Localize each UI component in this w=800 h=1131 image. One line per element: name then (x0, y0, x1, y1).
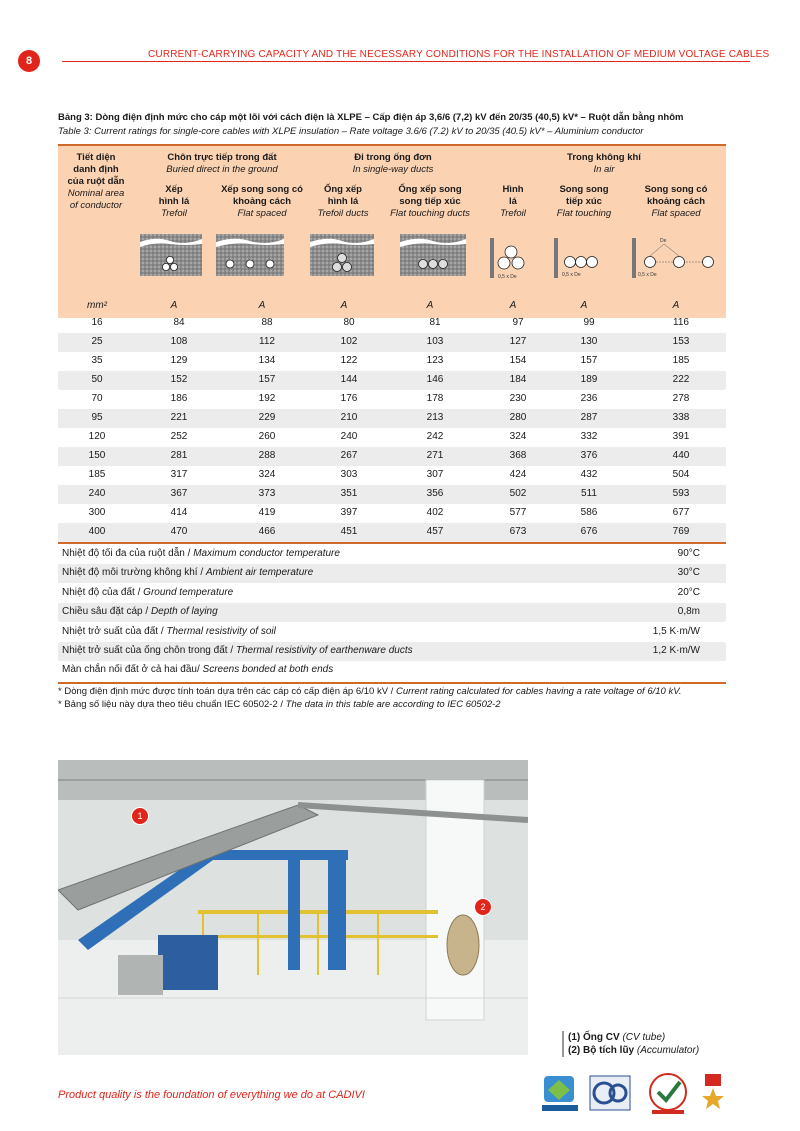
cell-current-rating: 112 (259, 336, 275, 347)
cell-current-rating: 367 (170, 488, 188, 499)
cell-current-rating: 402 (426, 507, 444, 518)
cell-current-rating: 130 (580, 336, 598, 347)
group-header-ducts: Đi trong ống đơn In single-way ducts (352, 152, 434, 175)
condition-row (58, 564, 726, 583)
col-header-air-trefoil: Hình lá Trefoil (500, 184, 526, 219)
cell-current-rating: 457 (426, 526, 444, 537)
table-row (58, 333, 726, 352)
cell-current-rating: 288 (258, 450, 276, 461)
cell-current-rating: 189 (580, 374, 598, 385)
cell-current-rating: 186 (170, 393, 188, 404)
cell-current-rating: 134 (258, 355, 276, 366)
cell-nominal-area: 150 (88, 450, 106, 461)
header-divider (62, 61, 750, 62)
footer-tagline: Product quality is the foundation of everything we do at CADIVI (58, 1089, 365, 1101)
cell-current-rating: 338 (672, 412, 690, 423)
cell-current-rating: 356 (426, 488, 444, 499)
table-row (58, 504, 726, 523)
condition-row (58, 584, 726, 603)
cell-current-rating: 676 (580, 526, 598, 537)
cell-current-rating: 229 (258, 412, 276, 423)
cell-current-rating: 451 (340, 526, 358, 537)
cell-current-rating: 84 (173, 317, 185, 328)
cell-current-rating: 154 (509, 355, 527, 366)
cell-current-rating: 278 (672, 393, 690, 404)
cell-current-rating: 192 (258, 393, 276, 404)
cell-current-rating: 81 (429, 317, 441, 328)
cell-current-rating: 397 (340, 507, 358, 518)
cell-nominal-area: 25 (91, 336, 103, 347)
condition-value: 30°C (677, 567, 700, 579)
cell-current-rating: 586 (580, 507, 598, 518)
cell-current-rating: 184 (509, 374, 527, 385)
installation-diagrams (138, 230, 726, 282)
cell-nominal-area: 400 (88, 526, 106, 537)
unit-current: A (580, 300, 588, 311)
cell-current-rating: 129 (170, 355, 188, 366)
cell-current-rating: 351 (340, 488, 358, 499)
cell-nominal-area: 185 (88, 469, 106, 480)
cell-nominal-area: 240 (88, 488, 106, 499)
table-row (58, 428, 726, 447)
footnotes (58, 686, 728, 712)
table-row (58, 352, 726, 371)
condition-value: 90°C (677, 548, 700, 559)
condition-label: Nhiệt trở suất của ống chôn trong đất / Thermal resistivity of earthenware ducts (62, 645, 413, 656)
footnote-1: * Dòng điện định mức được tính toán dựa trên các cáp có cấp điện áp 6/10 kV / Current rating calculated for cables having a rate voltage of 6/10 kV. (58, 686, 682, 697)
table-caption-vietnamese: Bảng 3: Dòng điện định mức cho cáp một lõi với cách điện là XLPE – Cấp điện áp 3,6/6 (7,2) kV đến 20/35 (40,5) kV* – Ruột dẫn bằng nhôm (58, 112, 684, 123)
condition-value: 1,2 K·m/W (652, 645, 700, 656)
cell-current-rating: 373 (258, 488, 276, 499)
cell-current-rating: 593 (672, 488, 690, 499)
cell-current-rating: 504 (672, 469, 690, 480)
photo-caption (562, 1031, 699, 1057)
cell-current-rating: 230 (509, 393, 527, 404)
cell-current-rating: 144 (340, 374, 358, 385)
table-row (58, 447, 726, 466)
cell-current-rating: 466 (258, 526, 276, 537)
unit-area: mm² (87, 300, 107, 311)
col-header-flat-touching-ducts: Ống xếp song song tiếp xúc Flat touching ducts (390, 184, 470, 219)
cell-current-rating: 577 (509, 507, 527, 518)
cell-current-rating: 221 (170, 412, 188, 423)
cell-nominal-area: 70 (91, 393, 103, 404)
cell-current-rating: 677 (672, 507, 690, 518)
table-row (58, 314, 726, 333)
unit-current: A (672, 300, 680, 311)
condition-row (58, 642, 726, 661)
factory-illustration (58, 760, 528, 1055)
table-row (58, 466, 726, 485)
vietnam-high-quality-goods-logo (646, 1072, 690, 1116)
diagram-trefoil-ducts (310, 234, 374, 276)
cell-current-rating: 210 (340, 412, 358, 423)
cell-current-rating: 502 (509, 488, 527, 499)
cell-current-rating: 146 (426, 374, 444, 385)
table-row (58, 485, 726, 504)
condition-row (58, 603, 726, 622)
condition-label: Màn chắn nối đất ở cả hai đầu/ Screens bonded at both ends (62, 664, 334, 676)
cell-current-rating: 324 (258, 469, 276, 480)
footnote-2: * Bảng số liệu này dựa theo tiêu chuẩn IEC 60502-2 / The data in this table are according to IEC 60502-2 (58, 699, 501, 710)
table-row (58, 409, 726, 428)
cell-current-rating: 242 (426, 431, 444, 442)
cell-nominal-area: 300 (88, 507, 106, 518)
group-header-air: Trong không khí In air (567, 152, 641, 175)
condition-value: 0,8m (677, 606, 700, 618)
unit-current: A (509, 300, 517, 311)
cell-current-rating: 332 (580, 431, 598, 442)
table-row (58, 390, 726, 409)
cell-current-rating: 376 (580, 450, 598, 461)
cell-current-rating: 280 (509, 412, 527, 423)
cell-current-rating: 673 (509, 526, 527, 537)
col-header-air-flat-touching: Song song tiếp xúc Flat touching (556, 184, 612, 219)
col-header-trefoil-ducts: Ống xếp hình lá Trefoil ducts (317, 184, 369, 219)
diagram-buried-trefoil (140, 234, 202, 276)
condition-row (58, 661, 726, 680)
condition-label: Nhiệt độ của đất / Ground temperature (62, 586, 234, 598)
cell-current-rating: 424 (509, 469, 527, 480)
cell-current-rating: 324 (509, 431, 527, 442)
group-header-buried: Chôn trực tiếp trong đất Buried direct in the ground (166, 152, 278, 175)
cell-current-rating: 317 (170, 469, 188, 480)
cell-current-rating: 267 (340, 450, 358, 461)
unit-current: A (258, 300, 266, 311)
cell-current-rating: 252 (170, 431, 188, 442)
spacing-label: 0,5 x De (498, 274, 517, 280)
cell-current-rating: 88 (261, 317, 273, 328)
unit-current: A (340, 300, 348, 311)
table-caption-english: Table 3: Current ratings for single-core cables with XLPE insulation – Rate voltage 3.6/6 (7.2) kV to 20/35 (40.5) kV* – Aluminium conductor (58, 126, 644, 137)
page-number-badge (18, 50, 40, 72)
cell-current-rating: 222 (672, 374, 690, 385)
diagram-flat-touching-ducts (400, 234, 466, 276)
diagram-air-trefoil (490, 238, 524, 280)
cell-current-rating: 185 (672, 355, 690, 366)
cell-nominal-area: 35 (91, 355, 103, 366)
cell-current-rating: 368 (509, 450, 527, 461)
cell-current-rating: 122 (340, 355, 358, 366)
cell-nominal-area: 95 (91, 412, 103, 423)
condition-label: Nhiệt độ tối đa của ruột dẫn / Maximum conductor temperature (62, 548, 340, 559)
cell-current-rating: 240 (340, 431, 358, 442)
condition-label: Nhiệt độ môi trường không khí / Ambient air temperature (62, 567, 314, 579)
page-number: 8 (25, 55, 33, 67)
table-row (58, 371, 726, 390)
photo-marker-1: 1 (131, 807, 149, 825)
cell-current-rating: 213 (426, 412, 444, 423)
col-header-buried-flat-spaced: Xếp song song có khoảng cách Flat spaced (221, 184, 303, 219)
cell-nominal-area: 16 (91, 317, 103, 328)
cell-current-rating: 123 (426, 355, 444, 366)
cell-current-rating: 391 (672, 431, 690, 442)
unit-current: A (170, 300, 178, 311)
cell-current-rating: 103 (426, 336, 444, 347)
photo-caption-item-2: (2) Bộ tích lũy (Accumulator) (568, 1045, 700, 1056)
condition-label: Nhiệt trở suất của đất / Thermal resistivity of soil (62, 625, 276, 637)
unit-current: A (426, 300, 434, 311)
photo-caption-item-1: (1) Ống CV (CV tube) (568, 1032, 666, 1043)
cell-current-rating: 414 (170, 507, 188, 518)
conditions-bottom-rule (58, 682, 726, 684)
spacing-label: 0,5 x De (562, 272, 581, 278)
cell-nominal-area: 120 (88, 431, 106, 442)
diagram-buried-flat-spaced (216, 234, 284, 276)
cell-current-rating: 102 (340, 336, 358, 347)
diagram-air-flat-spaced (632, 238, 714, 278)
cell-current-rating: 97 (512, 317, 524, 328)
cell-current-rating: 157 (580, 355, 598, 366)
cell-current-rating: 307 (426, 469, 444, 480)
col-header-air-flat-spaced: Song song có khoảng cách Flat spaced (644, 184, 708, 219)
cell-current-rating: 127 (509, 336, 527, 347)
cell-current-rating: 236 (580, 393, 598, 404)
cell-current-rating: 178 (426, 393, 444, 404)
cell-current-rating: 157 (258, 374, 276, 385)
photo-marker-2: 2 (474, 898, 492, 916)
cell-current-rating: 432 (580, 469, 598, 480)
cell-current-rating: 176 (340, 393, 358, 404)
factory-photo (58, 760, 528, 1055)
cell-current-rating: 281 (170, 450, 188, 461)
table-body-bottom-rule (58, 542, 726, 544)
cell-current-rating: 116 (673, 317, 689, 328)
cell-current-rating: 419 (258, 507, 276, 518)
running-header-title: CURRENT-CARRYING CAPACITY AND THE NECESSARY CONDITIONS FOR THE INSTALLATION OF MEDIUM VOLTAGE CABLES (148, 49, 770, 60)
condition-value: 1,5 K·m/W (652, 625, 700, 637)
condition-row (58, 545, 726, 564)
cell-current-rating: 80 (343, 317, 355, 328)
cell-current-rating: 769 (672, 526, 690, 537)
cell-current-rating: 108 (170, 336, 188, 347)
cell-nominal-area: 50 (91, 374, 103, 385)
cell-current-rating: 152 (170, 374, 188, 385)
iso-certification-logo (588, 1072, 632, 1116)
award-medal-logo (700, 1072, 726, 1112)
cell-current-rating: 440 (672, 450, 690, 461)
cell-current-rating: 271 (426, 450, 444, 461)
spacing-label: 0,5 x De (638, 272, 657, 278)
table-row (58, 523, 726, 542)
diagram-air-flat-touching (554, 238, 598, 278)
header-nominal-area: Tiết diện danh định của ruột dẫn Nominal area of conductor (67, 152, 125, 211)
de-label: De (660, 238, 667, 244)
col-header-buried-trefoil: Xếp hình lá Trefoil (158, 184, 190, 219)
condition-value: 20°C (677, 586, 700, 598)
cell-current-rating: 99 (583, 317, 595, 328)
condition-label: Chiều sâu đặt cáp / Depth of laying (62, 606, 218, 618)
condition-row (58, 623, 726, 642)
vietnam-value-logo (540, 1072, 580, 1116)
cell-current-rating: 303 (340, 469, 358, 480)
cell-current-rating: 153 (672, 336, 690, 347)
cell-current-rating: 287 (580, 412, 598, 423)
cell-current-rating: 511 (581, 488, 597, 499)
cell-current-rating: 470 (170, 526, 188, 537)
cell-current-rating: 260 (258, 431, 276, 442)
